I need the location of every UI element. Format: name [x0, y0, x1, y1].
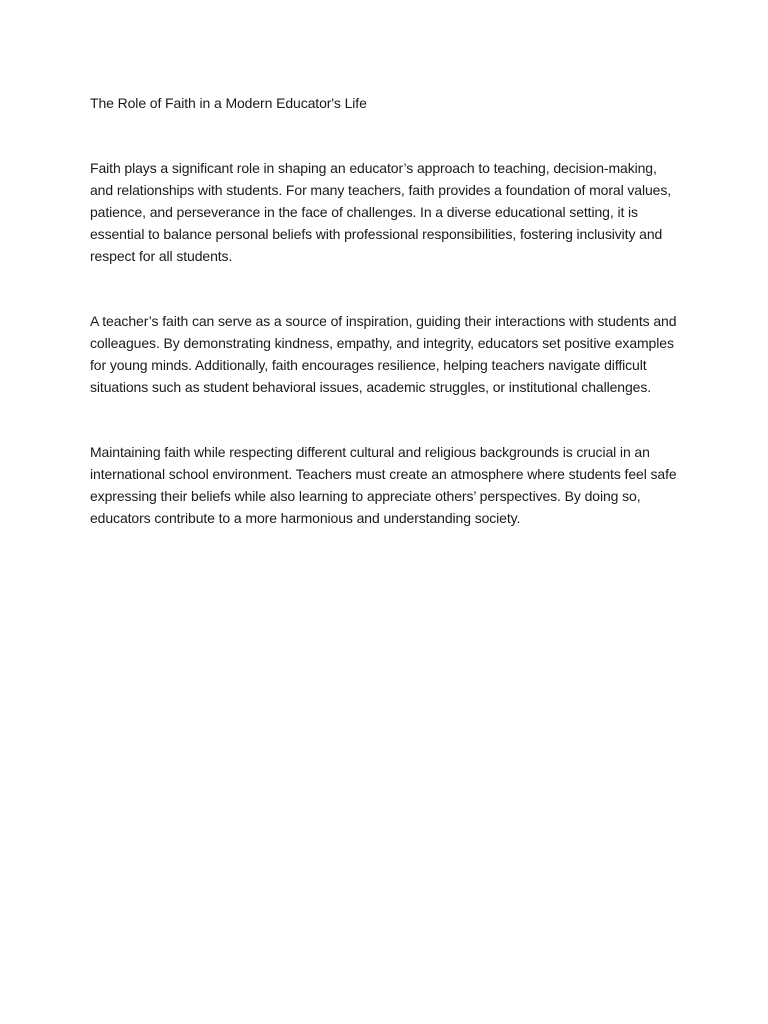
paragraph-1: Faith plays a significant role in shaping an educator’s approach to teaching, decision-making, and relationships with students. For many teachers, faith provides a foundation of moral values, patience, and perseverance in the face of challenges. In a diverse educational setting, it is essential to balance personal beliefs with professional responsibilities, fostering inclusivity and respect for all students.	[90, 160, 672, 264]
document-body	[90, 92, 682, 529]
document-title: The Role of Faith in a Modern Educator's Life	[90, 95, 367, 111]
paragraph-3: Maintaining faith while respecting different cultural and religious backgrounds is crucial in an international school environment. Teachers must create an atmosphere where students feel safe expressing their beliefs while also learning to appreciate others’ perspectives. By doing so, educators contribute to a more harmonious and understanding society.	[90, 444, 677, 526]
paragraph-2: A teacher’s faith can serve as a source of inspiration, guiding their interactions with students and colleagues. By demonstrating kindness, empathy, and integrity, educators set positive examples for young minds. Additionally, faith encourages resilience, helping teachers navigate difficult situations such as student behavioral issues, academic struggles, or institutional challenges.	[90, 313, 677, 395]
